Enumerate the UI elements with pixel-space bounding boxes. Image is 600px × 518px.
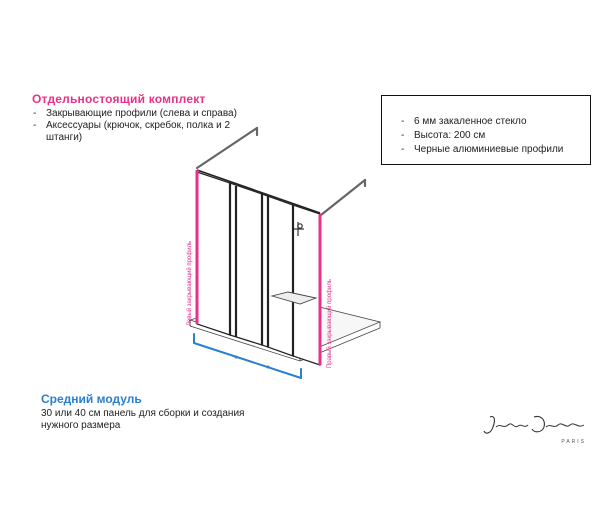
right-profile-label: Правый закрывающий профиль [327, 279, 333, 368]
middle-module-text: 30 или 40 см панель для сборки и создания нужного размера [41, 408, 245, 431]
brand-signature-mark [480, 413, 590, 441]
list-item: - Аксессуары (крючок, скребок, полка и 2 штанги) [32, 120, 246, 144]
glass-panels [197, 172, 320, 365]
list-item: - Высота: 200 см [400, 130, 580, 142]
list-item: - Черные алюминиевые профили [400, 144, 580, 156]
brand-logo [480, 413, 590, 449]
middle-module-title: Средний модуль [41, 392, 142, 406]
brand-sub: PARIS [561, 439, 586, 445]
standalone-kit-title: Отдельностоящий комплект [32, 92, 206, 106]
list-item: - Закрывающие профили (слева и справа) [32, 108, 262, 120]
list-item: - 6 мм закаленное стекло [400, 116, 580, 128]
middle-module-block [41, 392, 271, 432]
left-profile-label: Левый закрывающий профиль [187, 240, 193, 326]
